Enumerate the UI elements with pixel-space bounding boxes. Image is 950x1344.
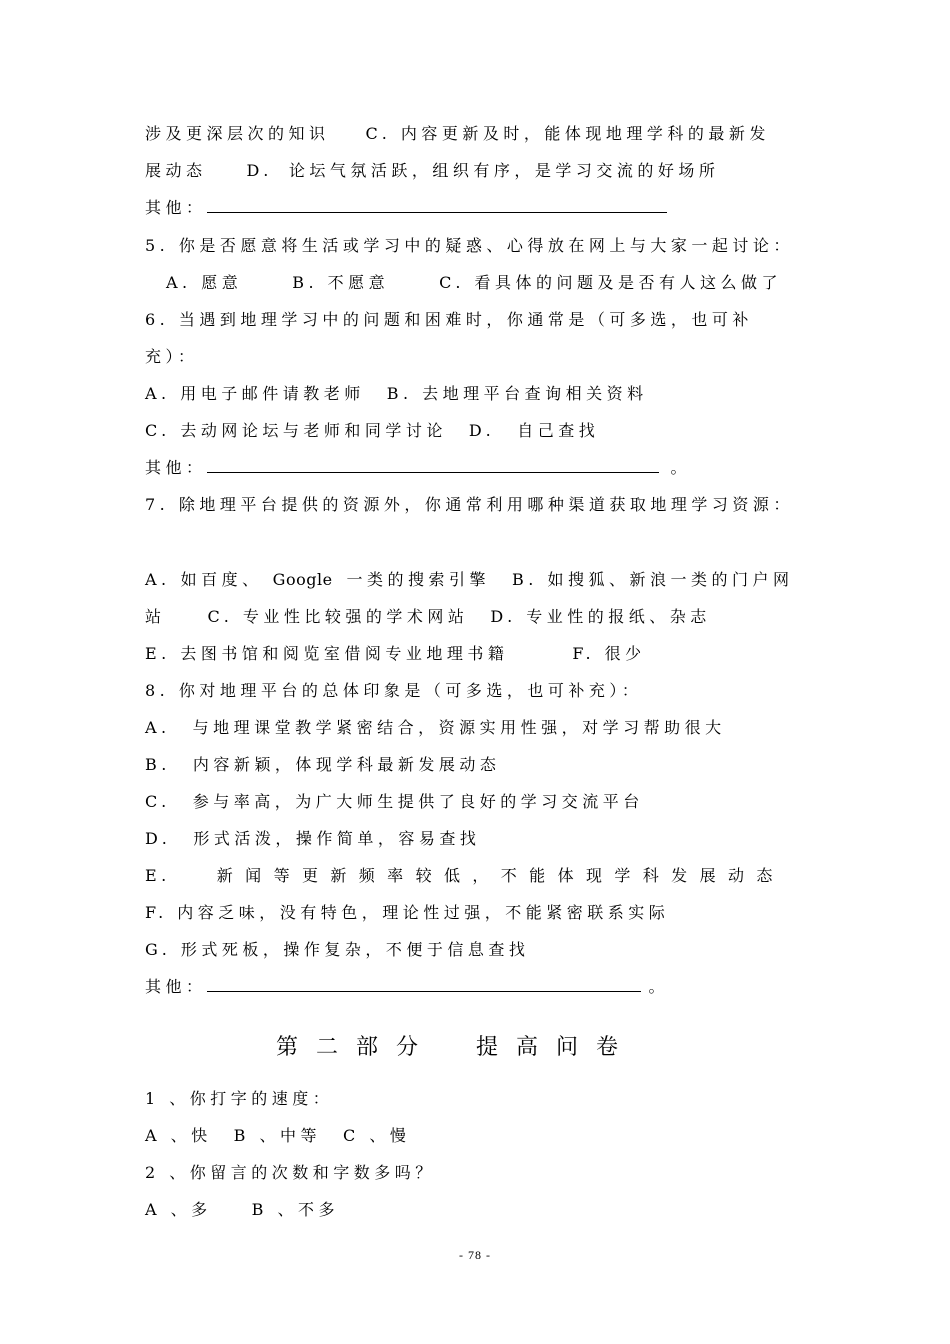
- q8-option-text: 参与率高，为广大师生提供了良好的学习交流平台: [192, 792, 644, 811]
- q8-option-a: [145, 718, 726, 738]
- q4-line-1: [145, 124, 770, 144]
- q8-option-f: F. 内容乏味，没有特色，理论性过强，不能紧密联系实际: [145, 903, 670, 922]
- q4-other-line: [145, 198, 667, 218]
- q6-other-line: [145, 458, 691, 478]
- q8-option-letter: D.: [145, 829, 172, 848]
- q8-option-d: [145, 829, 480, 849]
- q7-option-a-1: 如百度、: [180, 570, 263, 589]
- q6-option-d-letter: D.: [468, 421, 496, 440]
- p2-q1-option-b: B 、中等: [233, 1126, 322, 1145]
- q7-option-e: E. 去图书馆和阅览室借阅专业地理书籍: [145, 644, 509, 663]
- section-title: [276, 1030, 636, 1061]
- q8-other-line: [145, 977, 669, 997]
- q8-option-b: [145, 755, 500, 775]
- q7-option-b-cont: 站: [145, 607, 166, 626]
- q8-other-end: 。: [648, 977, 670, 996]
- q6-other-blank: [207, 458, 659, 473]
- q5-option-c: C. 看具体的问题及是否有人这么做了: [439, 273, 783, 292]
- q7-option-b: B. 如搜狐、新浪一类的门户网: [512, 570, 794, 589]
- q5-option-b: B. 不愿意: [292, 273, 390, 292]
- q8-option-letter: A.: [145, 718, 171, 737]
- q7-option-f: F. 很少: [572, 644, 646, 663]
- section-title-name: 提高问卷: [476, 1035, 637, 1060]
- q4-other-blank: [207, 198, 667, 213]
- p2-q2-stem: 2 、你留言的次数和字数多吗？: [145, 1163, 436, 1182]
- q7-option-a-3: 一类的搜索引擎: [346, 570, 491, 589]
- q4-other-label: 其他：: [145, 198, 207, 217]
- p2-q1-option-c: C 、慢: [343, 1126, 411, 1145]
- q6-options-cd: [145, 421, 599, 441]
- q6-option-b: B. 去地理平台查询相关资料: [386, 384, 648, 403]
- section-title-part: 第二部分: [276, 1035, 437, 1060]
- q7-options-cd: [145, 607, 711, 627]
- q4-option-d: 论坛气氛活跃，组织有序，是学习交流的好场所: [288, 161, 720, 180]
- q8-option-letter: C.: [145, 792, 171, 811]
- q8-option-g: G. 形式死板，操作复杂，不便于信息查找: [145, 940, 530, 959]
- q7-option-c: C. 专业性比较强的学术网站: [207, 607, 469, 626]
- page-number: - 78 -: [459, 1248, 491, 1262]
- q6-stem-1: 6. 当遇到地理学习中的问题和困难时，你通常是（可多选，也可补: [145, 310, 753, 329]
- q8-option-letter: B.: [145, 755, 171, 774]
- q6-options-ab: [145, 384, 648, 404]
- q8-option-text: 形式活泼，操作简单，容易查找: [193, 829, 481, 848]
- q6-stem-2: 充）：: [145, 347, 199, 366]
- q8-option-letter: E.: [145, 866, 171, 885]
- p2-q1-stem: 1 、你打字的速度：: [145, 1089, 334, 1108]
- q6-option-d: 自己查找: [517, 421, 600, 440]
- q8-option-text: 内容新颖，体现学科最新发展动态: [192, 755, 501, 774]
- q7-option-a-letter: A.: [145, 570, 171, 589]
- q7-options-ef: [145, 644, 646, 664]
- q6-other-label: 其他：: [145, 458, 207, 477]
- q6-other-end: 。: [670, 458, 692, 477]
- q4-option-b-cont: 涉及更深层次的知识: [145, 124, 330, 143]
- p2-q2-option-b: B 、不多: [251, 1200, 340, 1219]
- q4-option-d-letter: D.: [246, 161, 273, 180]
- q4-line-2: [145, 161, 719, 181]
- q8-option-e: [145, 866, 785, 886]
- q7-option-a-2: Google: [272, 570, 333, 589]
- q8-option-text: 新闻等更新频率较低，不能体现学科发展动态: [216, 866, 785, 885]
- p2-q1-options: [145, 1126, 410, 1146]
- q7-option-d: D. 专业性的报纸、杂志: [490, 607, 711, 626]
- q8-other-label: 其他：: [145, 977, 207, 996]
- q8-option-c: [145, 792, 644, 812]
- q4-option-c-cont: 展动态: [145, 161, 207, 180]
- p2-q2-options: [145, 1200, 339, 1220]
- p2-q2-option-a: A 、多: [145, 1200, 212, 1219]
- q8-other-blank: [207, 977, 641, 992]
- q4-option-c: C. 内容更新及时，能体现地理学科的最新发: [365, 124, 770, 143]
- q5-option-a: A. 愿意: [166, 273, 243, 292]
- q7-stem: 7. 除地理平台提供的资源外，你通常利用哪种渠道获取地理学习资源：: [145, 495, 794, 514]
- q5-stem: 5. 你是否愿意将生活或学习中的疑惑、心得放在网上与大家一起讨论：: [145, 236, 794, 255]
- q6-option-c: C. 去动网论坛与老师和同学讨论: [145, 421, 447, 440]
- q7-options-ab: [145, 570, 793, 590]
- q8-option-text: 与地理课堂教学紧密结合，资源实用性强，对学习帮助很大: [192, 718, 726, 737]
- q6-option-a: A. 用电子邮件请教老师: [145, 384, 365, 403]
- q8-stem: 8. 你对地理平台的总体印象是（可多选，也可补充）：: [145, 681, 643, 700]
- p2-q1-option-a: A 、快: [145, 1126, 212, 1145]
- q5-options: [166, 273, 782, 293]
